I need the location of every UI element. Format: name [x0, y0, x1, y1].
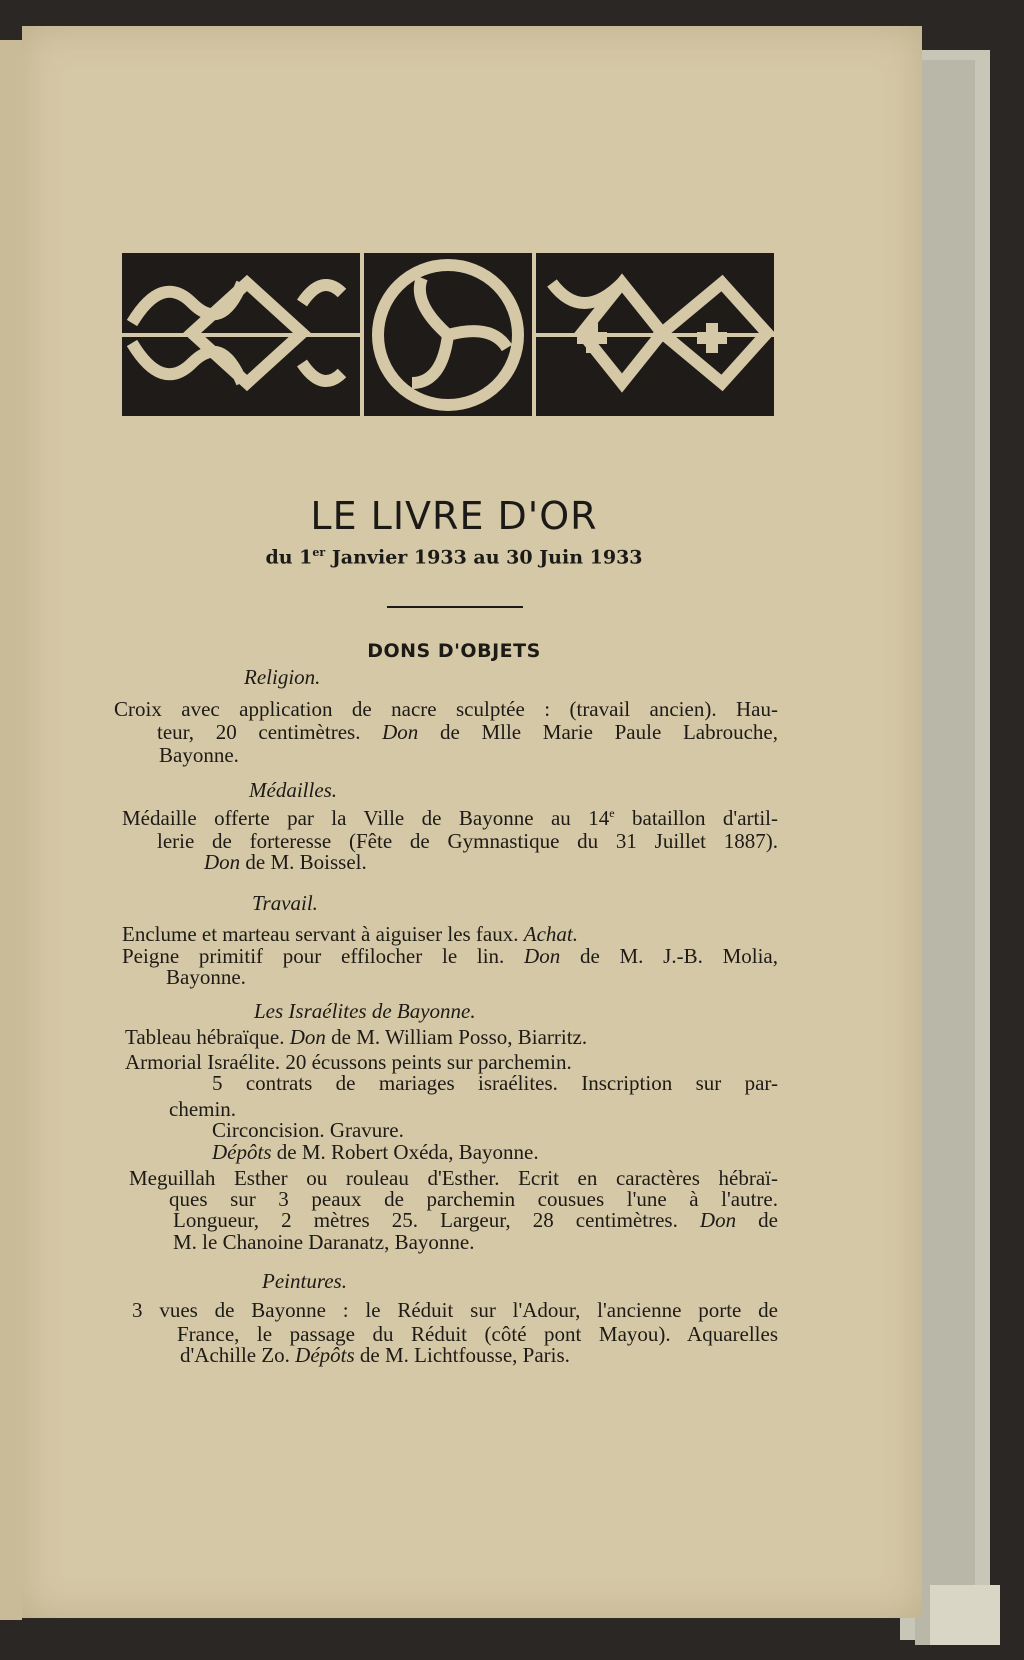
italic-term: Achat. — [523, 922, 578, 946]
subtitle-prefix: du 1 — [265, 546, 313, 569]
page-stack-bottom — [930, 1585, 1000, 1645]
italic-term: Don — [289, 1025, 326, 1049]
italic-term: Don — [204, 850, 241, 874]
divider-rule — [387, 606, 523, 608]
text-line: Dépôts de M. Robert Oxéda, Bayonne. — [212, 1140, 539, 1164]
text-line: Longueur, 2 mètres 25. Largeur, 28 centimètres. Don de — [173, 1208, 778, 1232]
basque-ornament-banner — [122, 243, 774, 416]
text-line: Croix avec application de nacre sculptée : (travail ancien). Hau- — [114, 697, 778, 721]
text-line: 5 contrats de mariages israélites. Inscription sur par- — [212, 1071, 778, 1095]
text-line: Tableau hébraïque. Don de M. William Posso, Biarritz. — [125, 1025, 588, 1049]
heading-israelites: Les Israélites de Bayonne. — [254, 999, 476, 1023]
page-stack-edge-inner — [915, 60, 975, 1645]
text-line: Peigne primitif pour effilocher le lin. Don de M. J.-B. Molia, — [122, 944, 778, 968]
text-line: teur, 20 centimètres. Don de Mlle Marie Paule Labrouche, — [157, 720, 778, 744]
italic-term: Don — [382, 720, 419, 744]
date-range-subtitle — [22, 546, 886, 568]
italic-term: Don — [699, 1208, 737, 1232]
text-line: ques sur 3 peaux de parchemin cousues l'une à l'autre. — [169, 1187, 778, 1211]
text-line: Bayonne. — [159, 743, 239, 767]
text-line: Circoncision. Gravure. — [212, 1118, 404, 1142]
text-line: chemin. — [169, 1097, 237, 1121]
text-line: Enclume et marteau servant à aiguiser les faux. Achat. — [122, 922, 578, 946]
book-page — [22, 26, 922, 1618]
subtitle-rest: Janvier 1933 au 30 Juin 1933 — [325, 546, 643, 569]
text-line: France, le passage du Réduit (côté pont Mayou). Aquarelles — [177, 1322, 778, 1346]
heading-religion: Religion. — [244, 665, 321, 689]
text-line: Médaille offerte par la Ville de Bayonne au 14e bataillon d'artil- — [122, 806, 779, 830]
italic-term: Don — [524, 944, 561, 968]
section-title: DONS D'OBJETS — [367, 640, 541, 662]
text-line: Meguillah Esther ou rouleau d'Esther. Ecrit en caractères hébraï- — [129, 1166, 778, 1190]
heading-travail: Travail. — [252, 891, 318, 915]
left-page-edge — [0, 40, 22, 1620]
page-title: LE LIVRE D'OR — [310, 494, 598, 538]
italic-term: Dépôts — [295, 1343, 355, 1367]
text-line: d'Achille Zo. Dépôts de M. Lichtfousse, Paris. — [180, 1343, 570, 1367]
text-line: Don de M. Boissel. — [204, 850, 367, 874]
text-line: Bayonne. — [166, 965, 246, 989]
text-line: Armorial Israélite. 20 écussons peints sur parchemin. — [125, 1050, 572, 1074]
subtitle-sup: er — [312, 546, 326, 559]
text-line: lerie de forteresse (Fête de Gymnastique du 31 Juillet 1887). — [157, 829, 778, 853]
italic-term: Dépôts — [212, 1140, 272, 1164]
heading-peintures: Peintures. — [262, 1269, 347, 1293]
superscript: e — [609, 806, 615, 820]
text-line: M. le Chanoine Daranatz, Bayonne. — [173, 1230, 475, 1254]
heading-medailles: Médailles. — [249, 778, 338, 802]
text-line: 3 vues de Bayonne : le Réduit sur l'Adour, l'ancienne porte de — [132, 1298, 778, 1322]
